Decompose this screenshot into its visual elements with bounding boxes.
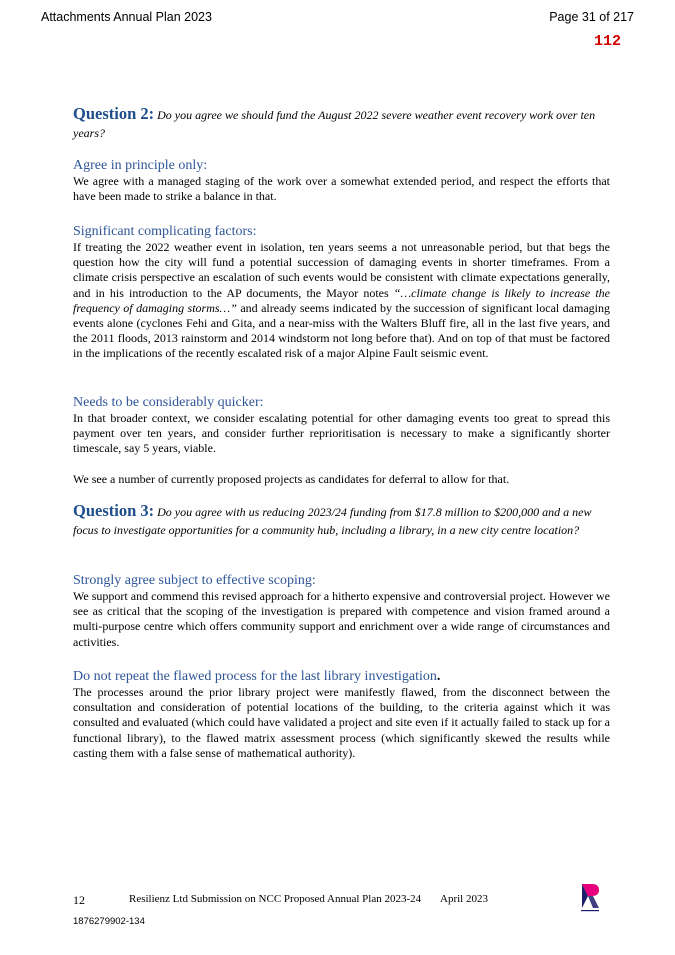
section-heading: Needs to be considerably quicker: (73, 395, 264, 410)
footer-date: April 2023 (440, 893, 488, 905)
question-2-label: Question 2: (73, 104, 155, 123)
section-do-not-repeat (73, 668, 610, 761)
section-paragraph: The processes around the prior library project were manifestly flawed, from the disconnect between the consultation and consideration of potential locations of the building, to the criteria against which it was consulted and evaluated (which could have validated a project and site even if it actually failed to stack up for a functional library), to the flawed matrix assessment process (which significantly skewed the results while casting them with a false sense of mathematical authority). (73, 685, 610, 760)
section-paragraph: In that broader context, we consider escalating potential for other damaging events too great to spread this payment over ten years, and consider further reprioritisation is necessary to make a significantly shorter timescale, say 5 years, viable. (73, 411, 610, 456)
section-heading: Significant complicating factors: (73, 224, 257, 239)
section-paragraph: We support and commend this revised approach for a hitherto expensive and controversial project. However we see as critical that the scoping of the investigation is prepared with competence and vision framed around a multi-purpose centre which offers community support and enrichment over a wide range of circumstances and activities. (73, 589, 610, 649)
section-heading-period: . (436, 669, 441, 684)
header-page-label: Page 31 of 217 (549, 10, 634, 24)
section-strongly-agree (73, 572, 610, 650)
section-heading-text: Do not repeat the flawed process for the last library investigation (73, 669, 437, 684)
resilienz-logo-icon (579, 882, 601, 912)
logo-wordmark (581, 910, 599, 911)
section-needs-quicker (73, 394, 610, 487)
footer-page-number: 12 (73, 893, 85, 907)
logo-navy-leg (588, 896, 599, 908)
header-doc-title: Attachments Annual Plan 2023 (41, 10, 212, 24)
footer-document-id: 1876279902-134 (73, 916, 145, 927)
question-2-text: Do you agree we should fund the August 2022 severe weather event recovery work over ten years? (73, 108, 596, 140)
paragraph-text: and already seems indicated by the succession of significant local damaging events alone (cyclones Fehi and Gita, and a near-miss with the Walters Bluff fire, all in the last five years, and the 2011 floods, 2013 rainstorm and 2014 windstorm not long before that). And on top of that must be factored in the implications of the recently escalated risk of a major Alpine Fault seismic event. (73, 300, 610, 361)
footer-title: Resilienz Ltd Submission on NCC Proposed Annual Plan 2023-24 (129, 893, 422, 905)
question-2-block (73, 105, 610, 142)
section-complicating-factors (73, 223, 610, 362)
page-stamp-number: 112 (593, 33, 621, 50)
question-3-block (73, 502, 610, 539)
section-heading: Strongly agree subject to effective scoping: (73, 573, 316, 588)
question-3-text: Do you agree with us reducing 2023/24 funding from $17.8 million to $200,000 and a new focus to investigate opportunities for a community hub, including a library, in a new city centre location? (73, 505, 592, 537)
section-paragraph: We agree with a managed staging of the work over a somewhat extended period, and respect the efforts that have been made to strike a balance in that. (73, 174, 610, 204)
section-heading: Agree in principle only: (73, 158, 208, 173)
section-paragraph: We see a number of currently proposed projects as candidates for deferral to allow for that. (73, 471, 510, 486)
question-3-label: Question 3: (73, 501, 155, 520)
section-agree-in-principle (73, 157, 610, 204)
section-heading (73, 668, 610, 685)
question-2-heading (73, 105, 610, 142)
paragraph-text: If treating the 2022 weather event in isolation, ten years seems a not unreasonable period, but that begs the question how the city will fund a potential succession of damaging events in shorter timeframes. From a climate crisis perspective an escalation of such events would be consistent with climate expectations generally, and in his introduction to the AP documents, the Mayor notes (73, 240, 610, 300)
mayor-quote: “…climate change is likely to increase the frequency of damaging storms…” (73, 285, 610, 315)
question-3-heading (73, 502, 610, 539)
section-paragraph (73, 240, 610, 362)
